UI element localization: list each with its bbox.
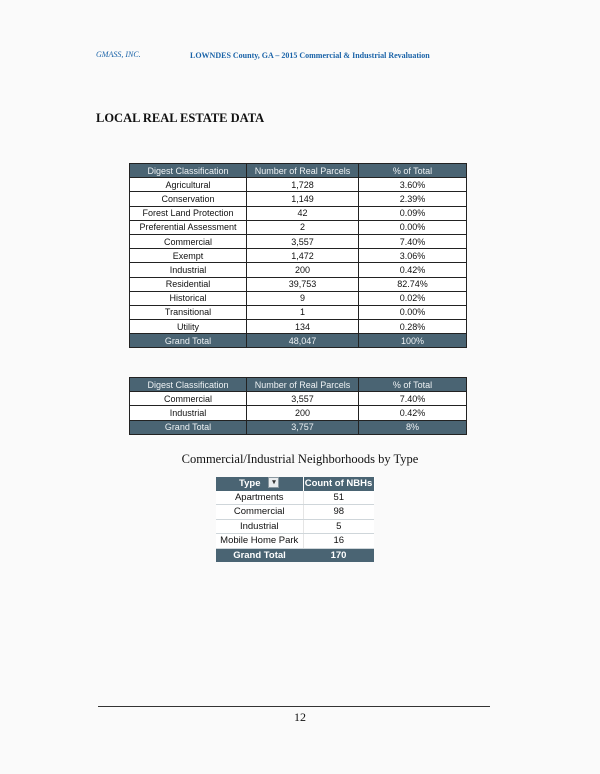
- table-cell: Historical: [130, 291, 247, 305]
- table-cell: Forest Land Protection: [130, 206, 247, 220]
- table-cell: Industrial: [216, 519, 303, 534]
- table-cell: 0.42%: [359, 406, 467, 420]
- table-cell: 1,472: [247, 249, 359, 263]
- table-cell: Mobile Home Park: [216, 534, 303, 549]
- table-row: [130, 234, 467, 248]
- total-cell: Grand Total: [130, 420, 247, 434]
- total-cell: Grand Total: [216, 548, 303, 562]
- column-header: Digest Classification: [130, 164, 247, 178]
- table-cell: Preferential Assessment: [130, 220, 247, 234]
- table-cell: 7.40%: [359, 392, 467, 406]
- table-cell: 1: [247, 305, 359, 319]
- table-row: [130, 249, 467, 263]
- table-cell: 200: [247, 263, 359, 277]
- table-cell: 39,753: [247, 277, 359, 291]
- table-cell: 9: [247, 291, 359, 305]
- table-cell: 42: [247, 206, 359, 220]
- filter-dropdown-icon[interactable]: ▾: [268, 477, 279, 488]
- table-cell: Industrial: [130, 263, 247, 277]
- table-cell: 0.00%: [359, 305, 467, 319]
- commercial-industrial-table: [129, 377, 467, 435]
- neighborhoods-pivot-table: [216, 477, 375, 562]
- table-cell: 3,557: [247, 234, 359, 248]
- table-row: [216, 519, 374, 534]
- column-header: % of Total: [359, 378, 467, 392]
- page-number: 12: [294, 710, 306, 724]
- table-cell: 0.28%: [359, 320, 467, 334]
- column-header: Count of NBHs: [304, 478, 373, 490]
- table-row: [130, 192, 467, 206]
- table-cell: 1,149: [247, 192, 359, 206]
- column-header: Number of Real Parcels: [247, 378, 359, 392]
- table-row: [130, 206, 467, 220]
- table-row: [130, 406, 467, 420]
- table-cell: Transitional: [130, 305, 247, 319]
- company-name: GMASS, INC.: [96, 50, 141, 59]
- table-header-row: [130, 164, 467, 178]
- digest-classification-table: [129, 163, 467, 348]
- table-cell: Industrial: [130, 406, 247, 420]
- grand-total-row: [216, 548, 374, 562]
- total-cell: 100%: [359, 334, 467, 348]
- table-cell: Exempt: [130, 249, 247, 263]
- table-row: [130, 305, 467, 319]
- table-cell: 82.74%: [359, 277, 467, 291]
- table-row: [130, 277, 467, 291]
- table-row: [216, 491, 374, 505]
- table-cell: 0.02%: [359, 291, 467, 305]
- table-cell: Utility: [130, 320, 247, 334]
- table-cell: 2.39%: [359, 192, 467, 206]
- table-header-row: [216, 477, 374, 491]
- table-cell: Agricultural: [130, 178, 247, 192]
- table-cell: 134: [247, 320, 359, 334]
- table-cell: 98: [303, 505, 374, 520]
- table-cell: 51: [303, 491, 374, 505]
- table-cell: Commercial: [130, 234, 247, 248]
- table-cell: 0.09%: [359, 206, 467, 220]
- table-row: [130, 263, 467, 277]
- total-cell: 170: [303, 548, 374, 562]
- grand-total-row: [130, 420, 467, 434]
- table-cell: 3.06%: [359, 249, 467, 263]
- table-row: [130, 291, 467, 305]
- table-cell: 7.40%: [359, 234, 467, 248]
- total-cell: 3,757: [247, 420, 359, 434]
- column-header: % of Total: [359, 164, 467, 178]
- table-cell: Commercial: [216, 505, 303, 520]
- report-title: LOWNDES County, GA – 2015 Commercial & Industrial Revaluation: [190, 51, 430, 60]
- grand-total-row: [130, 334, 467, 348]
- type-header-label: Type: [239, 478, 261, 490]
- table-header-row: [130, 378, 467, 392]
- table-cell: 3.60%: [359, 178, 467, 192]
- table-cell: Residential: [130, 277, 247, 291]
- column-header: Digest Classification: [130, 378, 247, 392]
- total-cell: 8%: [359, 420, 467, 434]
- table-row: [130, 220, 467, 234]
- table-cell: 0.00%: [359, 220, 467, 234]
- table-cell: 2: [247, 220, 359, 234]
- table-row: [130, 392, 467, 406]
- table-cell: Apartments: [216, 491, 303, 505]
- table-row: [130, 178, 467, 192]
- table-cell: 1,728: [247, 178, 359, 192]
- column-header: Number of Real Parcels: [247, 164, 359, 178]
- table-cell: Conservation: [130, 192, 247, 206]
- column-header: [216, 477, 303, 491]
- table-cell: 0.42%: [359, 263, 467, 277]
- table-cell: 200: [247, 406, 359, 420]
- table-cell: 16: [303, 534, 374, 549]
- footer-divider: [98, 706, 490, 707]
- table-row: [130, 320, 467, 334]
- table-cell: 5: [303, 519, 374, 534]
- total-cell: 48,047: [247, 334, 359, 348]
- table-row: [216, 505, 374, 520]
- neighborhoods-caption: Commercial/Industrial Neighborhoods by Type: [181, 452, 419, 466]
- total-cell: Grand Total: [130, 334, 247, 348]
- section-title: LOCAL REAL ESTATE DATA: [96, 111, 265, 125]
- table-cell: Commercial: [130, 392, 247, 406]
- table-row: [216, 534, 374, 549]
- table-cell: 3,557: [247, 392, 359, 406]
